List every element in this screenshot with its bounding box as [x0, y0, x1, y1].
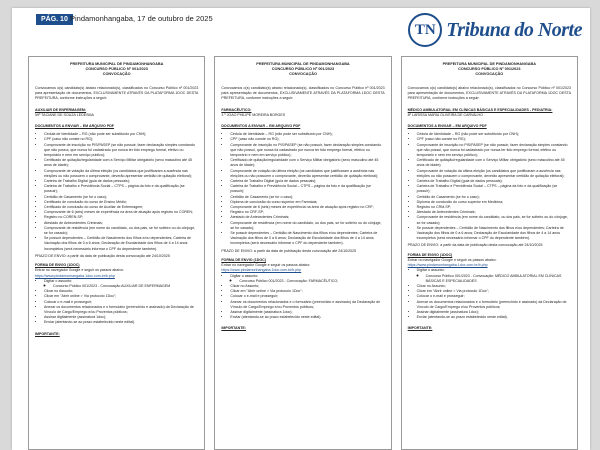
document-item: • Comprovante de votação da última eleição (os candidatos que justificaram a ausência nas eleições ou não possuem o comprovante, deverão apresentar certidão de quitação eleitoral); [230, 169, 384, 179]
document-item: • Registro no CRM-SP; [417, 205, 571, 210]
document-item: • Se possuir dependentes – Certidão de Nascimento dos filhos e/ou dependentes; Carteira de Vacinação dos filhos de 0 a 6 anos; Declaração de Escolaridade dos filhos de 4 a 14 anos incompletos (será necessário informar o CPF do dependente também). [230, 231, 384, 247]
newspaper-page [12, 8, 590, 450]
document-item: • Comprovante de inscrição no PIS/PASEP (se não possuir, fazer declaração simples constando que não possui, que nunca foi cadastrado por nunca ter tido emprego formal, efetivo ou temporário e nem em serviço público); [44, 143, 198, 159]
page-header [12, 8, 590, 54]
document-item: • Comprovante de 6 (seis) meses de experiência na área de atuação após registro no CRF; [230, 205, 384, 210]
notice-column-1 [28, 56, 205, 450]
document-item: • Comprovante de residência (em nome do candidato, ou dos pais, se for solteiro ou do cônjuge, se for casado); [417, 215, 571, 225]
document-item: • Cédula de Identidade – RG (não pode ser substituído por CNH); [44, 132, 198, 137]
candidate-name: 8º LARISSA MARIA OLIVEIRA DE CARVALHO [407, 112, 483, 117]
step-item: • Enviar (atentando-se ao prazo estabelecido neste edital). [44, 320, 198, 325]
document-item: • Se possuir dependentes – Certidão de Nascimento dos filhos e/ou dependentes; Carteira de Vacinação dos filhos de 0 a 6 anos; Declaração de Escolaridade dos filhos de 4 a 14 anos incompletos (será necessário informar o CPF do dependente também). [417, 226, 571, 242]
important-heading: IMPORTANTE: [221, 326, 247, 331]
steps-list [35, 279, 198, 326]
document-item: • Carteira de Trabalho e Previdência Social – CTPS – página da foto e da qualificação (se possuir); [417, 184, 571, 194]
page-number-badge: PÁG. 10 [36, 14, 73, 25]
step-item: • Colocar o e-mail e prosseguir; [417, 294, 571, 299]
steps-list [221, 274, 384, 321]
important-heading: IMPORTANTE: [35, 331, 60, 336]
document-item: • Carteira de Trabalho Digital (guia de dados pessoais); [44, 179, 198, 184]
documents-heading: DOCUMENTOS A ENVIAR – EM ARQUIVO PDF [407, 124, 487, 129]
notice-title-convocation: CONVOCAÇÃO [289, 72, 317, 76]
subject-text: ◦ Concurso Público 001/2023 - Convocação: MÉDICO AMBULATORIAL EM CLÍNICAS BÁSICAS E ESPECIALIDADES [426, 274, 571, 284]
step-item: • Clicar no Assunto; [417, 284, 571, 289]
document-item: • Comprovante de votação da última eleição (os candidatos que justificaram a ausência nas eleições ou não possuem o comprovante, deverão apresentar certidão de quitação eleitoral); [417, 169, 571, 179]
submission-heading: FORMA DE ENVIO (1DOC) [35, 263, 80, 268]
document-item: • Carteira de Trabalho e Previdência Social – CTPS – página da foto e da qualificação (se possuir); [44, 184, 198, 194]
job-role: FARMACÊUTICO: [221, 107, 252, 112]
step-item: • Digitar o assunto: [44, 279, 198, 284]
document-item: • Certidão de Casamento (se for o caso); [417, 195, 571, 200]
document-item: • Certificado de quitação/regularidade com o Serviço Militar obrigatório (sexo masculino até 45 anos de idade); [230, 158, 384, 168]
logo-mark-icon: TN [408, 13, 442, 47]
notice-title-org: PREFEITURA MUNICIPAL DE PINDAMONHANGABA [69, 62, 164, 66]
step-item: • Enviar (atentando-se ao prazo estabelecido neste edital). [417, 315, 571, 320]
job-role: AUXILIAR DE ENFERMAGEM: [35, 107, 87, 112]
document-item: • Diploma de conclusão do curso superior em Medicina; [417, 200, 571, 205]
access-instructions: Entrar no navegador Google e seguir os passos abaixo: [35, 268, 124, 273]
step-item: • Digitar o assunto: [417, 268, 571, 273]
notice-title-contest: CONCURSO PÚBLICO Nº 001/2023 [85, 67, 148, 71]
platform-link[interactable]: https://www.pindamonhangaba.1doc.com.br/b.php [221, 268, 302, 273]
document-item: • Comprovante de residência (em nome do candidato, ou dos pais, se for solteiro ou do cônjuge, se for casado); [44, 226, 198, 236]
document-item: • Atestado de Antecedentes Criminais; [44, 221, 198, 226]
candidate-name: 59º TACIANE DE SOUZA LEDESMA [35, 112, 94, 117]
document-item: • Certidão de Casamento (se for o caso); [230, 195, 384, 200]
document-item: • Diploma de conclusão do curso superior em Farmácia; [230, 200, 384, 205]
document-item: • Registro no COREN-SP; [44, 215, 198, 220]
notice-title-org: PREFEITURA MUNICIPAL DE PINDAMONHANGABA [442, 62, 537, 66]
platform-link[interactable]: https://www.pindamonhangaba.1doc.com.br/b.php [407, 263, 488, 268]
notice-title-contest: CONCURSO PÚBLICO Nº 001/2023 [458, 67, 521, 71]
step-item: • Colocar o e-mail e prosseguir; [44, 300, 198, 305]
subject-text: ◦ Concurso Público 001/2023 - Convocação AUXILIAR DE ENFERMAGEM [53, 284, 198, 289]
submission-heading: FORMA DE ENVIO (1DOC) [221, 257, 266, 262]
logo-text: Tribuna do Norte [446, 18, 582, 41]
document-item: • Certidão de Casamento (se for o caso); [44, 195, 198, 200]
notice-column-3 [401, 56, 578, 450]
notice-title-convocation: CONVOCAÇÃO [475, 72, 504, 76]
document-item: • Comprovante de inscrição no PIS/PASEP (se não possuir, fazer declaração simples constando que não possui, que nunca foi cadastrado por nunca ter tido emprego formal, efetivo ou temporário e nem em serviço público); [417, 143, 571, 159]
document-item: • Registro no CRF-SP; [230, 210, 384, 215]
dateline: Pindamonhangaba, 17 de outubro de 2025 [70, 14, 213, 23]
documents-heading: DOCUMENTOS A ENVIAR – EM ARQUIVO PDF [35, 124, 115, 129]
document-item: • CPF (caso não conste no RG); [44, 137, 198, 142]
platform-link[interactable]: https://www.pindamonhangaba.1doc.com.br/b.php [35, 273, 115, 278]
subject-text: ◦ Concurso Público 001/2023 - Convocação: FARMACÊUTICO; [239, 279, 384, 284]
document-item: • CPF (caso não conste no RG); [230, 137, 384, 142]
deadline: PRAZO DE ENVIO: a partir da data de publicação desta convocação até 24/10/2025 [35, 253, 170, 258]
document-item: • Certificado de quitação/regularidade com a Serviço Militar obrigatório (sexo masculino até 45 anos de idade); [44, 158, 198, 168]
step-item: • Anexar os documentos relacionados e o formulário (preenchido e assinado) da Declaração de Vínculo de Cargo/Emprego e/ou Proventos públicos; [230, 300, 384, 310]
step-item: • Clicar em "Abrir online > Via protocolo 1Doc"; [44, 294, 198, 299]
step-item: • Assinar digitalmente (assinatura 1doc); [230, 310, 384, 315]
step-item: • Clicar no Assunto; [230, 284, 384, 289]
deadline: PRAZO DE ENVIO: a partir da data de publicação desta convocação até 24/10/2025 [407, 243, 543, 248]
step-item: • Anexar os documentos relacionados e o formulário (preenchido e assinado) da Declaração de Vínculo de Cargo/Emprego e/ou Proventos públicos; [417, 300, 571, 310]
steps-list [408, 268, 571, 320]
document-item: • Comprovante de 6 (seis) meses de experiência na área de atuação após registro no COREN; [44, 210, 198, 215]
document-item: • Certificado de quitação/regularidade com o Serviço Militar obrigatório (sexo masculino até 45 anos de idade); [417, 158, 571, 168]
document-item: • Atestado de Antecedentes Criminais; [417, 210, 571, 215]
access-instructions: Entrar no navegador Google e seguir os passos abaixo: [221, 263, 311, 268]
notice-columns [28, 56, 578, 450]
step-item: • Clicar em "Abrir online > Via protocolo 1Doc"; [417, 289, 571, 294]
document-item: • Carteira de Trabalho e Previdência Social – CTPS – página da foto e da qualificação (se possuir); [230, 184, 384, 194]
newspaper-logo [408, 10, 582, 50]
notice-intro: Convocamos o(s) candidato(s) abaixo relacionado(s), classificados no Concurso Público nº 001/2023 para apresentação de documentos, EXCLUSIVAMENTE ATRAVÉS DA PLATAFORMA 1DOC DESTA PREFEITURA, conforme instruções a seguir: [407, 86, 571, 101]
step-item: • Assinar digitalmente (assinatura 1doc); [44, 315, 198, 320]
step-item: • Anexar os documentos relacionados e o formulário (preenchido e assinado) da Declaração de Vínculo de Cargo/Emprego e/ou Proventos públicos; [44, 305, 198, 315]
notice-intro: Convocamos o(s) candidato(s) abaixo relacionado(s), classificados no Concurso Público nº 001/2023 para apresentação de documentos, EXCLUSIVAMENTE ATRAVÉS DA PLATAFORMA 1DOC DESTA PREFEITURA, conforme instruções a seguir: [221, 86, 385, 101]
subject-sublist [417, 274, 571, 284]
deadline: PRAZO DE ENVIO: a partir da data de publicação desta convocação até 24/10/2025 [221, 248, 357, 253]
document-item: • Se possuir dependentes – Certidão de Nascimento dos filhos e/ou dependentes; Carteira de Vacinação dos filhos de 0 a 6 anos; Declaração de Escolaridade dos filhos de 4 a 14 anos incompletos (será necessário informar o CPF do dependente também). [44, 236, 198, 252]
step-item: • Digitar o assunto: [230, 274, 384, 279]
documents-list [221, 132, 384, 246]
notice-column-2 [214, 56, 391, 450]
candidate-name: 3 º JOAO PHILIPE MOREIRA BORGES [221, 112, 286, 117]
documents-list [35, 132, 198, 252]
document-item: • Carteira de Trabalho Digital (guia de dados pessoais); [417, 179, 571, 184]
step-item: • Clicar no Assunto; [44, 289, 198, 294]
document-item: • Carteira de Trabalho Digital (guia de dados pessoais); [230, 179, 384, 184]
document-item: • Comprovante de residência (em nome do candidato, ou dos pais, se for solteiro ou do cônjuge, se for casado); [230, 221, 384, 231]
submission-heading: FORMA DE ENVIO (1DOC) [407, 252, 453, 257]
step-item: • Clicar em "Abrir online > Via protocolo 1Doc"; [230, 289, 384, 294]
document-item: • Atestado de Antecedentes Criminais; [230, 215, 384, 220]
notice-title-org: PREFEITURA MUNICIPAL DE PINDAMONHANGABA [256, 62, 350, 66]
document-item: • Certificado de conclusão do curso de Ensino Médio; [44, 200, 198, 205]
document-item: • Comprovante de votação da última eleição (os candidatos que justificaram a ausência nas eleições ou não possuem o comprovante, deverão apresentar certidão de quitação eleitoral); [44, 169, 198, 179]
step-item: • Assinar digitalmente (assinatura 1doc); [417, 310, 571, 315]
access-instructions: Entrar no navegador Google e seguir os passos abaixo: [407, 257, 497, 262]
documents-list [408, 132, 571, 241]
notice-title-contest: CONCURSO PÚBLICO Nº 001/2023 [271, 67, 335, 71]
document-item: • Cédula de Identidade – RG (não pode ser substituído por CNH); [417, 132, 571, 137]
notice-intro: Convocamos o(s) candidato(s) abaixo relacionado(s), classificados no Concurso Público nº 001/2023 para apresentação de documentos, EXCLUSIVAMENTE ATRAVÉS DA PLATAFORMA 1DOC DESTA PREFEITURA, conforme instruções a seguir: [35, 86, 199, 101]
documents-heading: DOCUMENTOS A ENVIAR – EM ARQUIVO PDF [221, 124, 301, 129]
document-item: • Comprovante de inscrição no PIS/PASEP (se não possuir, fazer declaração simples constando que não possui, que nunca foi cadastrado por nunca ter tido emprego formal, efetivo ou temporário e nem em serviço público); [230, 143, 384, 159]
step-item: • Enviar (atentando-se ao prazo estabelecido neste edital). [230, 315, 384, 320]
job-role: MÉDICO AMBULATORIAL EM CLÍNICAS BÁSICAS E ESPECIALIDADES - PEDIATRIA: [407, 107, 553, 112]
document-item: • Certificado de conclusão do curso de Auxiliar de Enfermagem; [44, 205, 198, 210]
document-item: • Cédula de Identidade – RG (não pode ser substituído por CNH); [230, 132, 384, 137]
notice-title-convocation: CONVOCAÇÃO [102, 72, 131, 76]
important-heading: IMPORTANTE: [407, 326, 433, 331]
step-item: • Colocar o e-mail e prosseguir; [230, 294, 384, 299]
document-item: • CPF (caso não conste no RG); [417, 137, 571, 142]
